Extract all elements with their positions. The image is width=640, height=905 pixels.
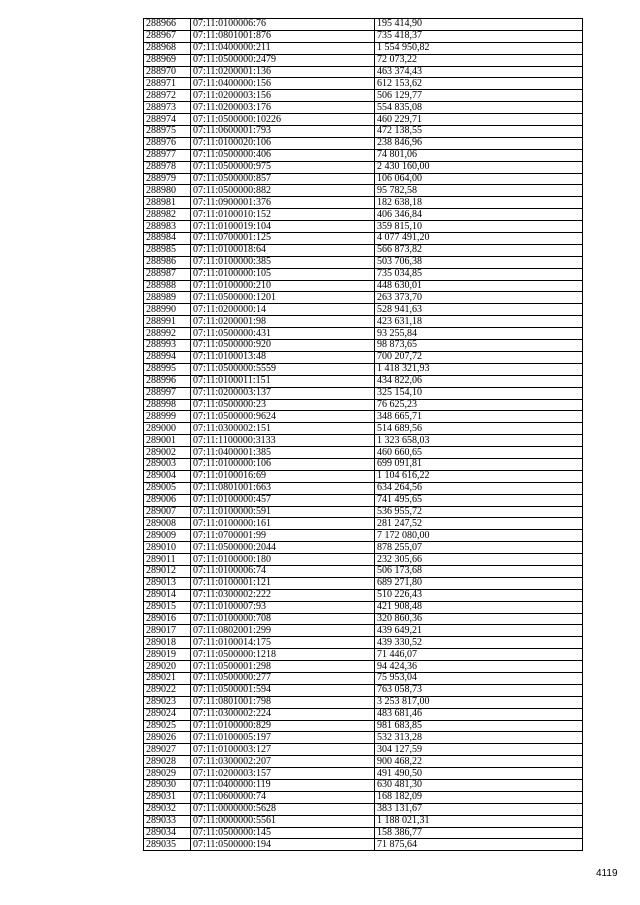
cadastral-value-cell: 1 418 321,93 [375,363,583,375]
cadastral-number-cell: 07:11:0700001:125 [191,233,375,245]
row-number-cell: 288992 [144,328,191,340]
table-row [144,637,583,649]
row-number-cell: 288970 [144,66,191,78]
row-number-cell: 289008 [144,518,191,530]
row-number-cell: 288966 [144,19,191,31]
table-row [144,744,583,756]
cadastral-number-cell: 07:11:0100000:161 [191,518,375,530]
table-row [144,625,583,637]
cadastral-value-cell: 72 073,22 [375,54,583,66]
table-row [144,518,583,530]
table-row [144,114,583,126]
row-number-cell: 288979 [144,173,191,185]
cadastral-number-cell: 07:11:0500000:145 [191,827,375,839]
table-row [144,375,583,387]
cadastral-number-cell: 07:11:0200003:176 [191,102,375,114]
row-number-cell: 288996 [144,375,191,387]
cadastral-value-cell: 7 172 080,00 [375,530,583,542]
cadastral-value-cell: 741 495,65 [375,494,583,506]
table-row [144,209,583,221]
cadastral-value-cell: 763 058,73 [375,684,583,696]
cadastral-number-cell: 07:11:0100019:104 [191,221,375,233]
row-number-cell: 288976 [144,137,191,149]
row-number-cell: 289022 [144,684,191,696]
row-number-cell: 289019 [144,649,191,661]
row-number-cell: 288983 [144,221,191,233]
cadastral-value-cell: 195 414,90 [375,19,583,31]
cadastral-number-cell: 07:11:1100000:3133 [191,435,375,447]
cadastral-number-cell: 07:11:0100016:69 [191,470,375,482]
table-row [144,601,583,613]
cadastral-value-cell: 630 481,30 [375,780,583,792]
table-row [144,137,583,149]
cadastral-value-cell: 900 468,22 [375,756,583,768]
row-number-cell: 289027 [144,744,191,756]
table-row [144,399,583,411]
cadastral-number-cell: 07:11:0100000:106 [191,458,375,470]
cadastral-number-cell: 07:11:0100000:385 [191,256,375,268]
table-row [144,126,583,138]
row-number-cell: 288999 [144,411,191,423]
cadastral-value-cell: 263 373,70 [375,292,583,304]
row-number-cell: 289024 [144,708,191,720]
row-number-cell: 288993 [144,340,191,352]
cadastral-value-cell: 76 625,23 [375,399,583,411]
cadastral-number-cell: 07:11:0500000:920 [191,340,375,352]
cadastral-value-cell: 71 875,64 [375,839,583,851]
cadastral-number-cell: 07:11:0400000:211 [191,42,375,54]
table-row [144,542,583,554]
cadastral-number-cell: 07:11:0500000:431 [191,328,375,340]
row-number-cell: 288968 [144,42,191,54]
table-row [144,304,583,316]
row-number-cell: 288984 [144,233,191,245]
cadastral-number-cell: 07:11:0500000:277 [191,672,375,684]
table-row [144,649,583,661]
table-row [144,554,583,566]
table-row [144,328,583,340]
cadastral-value-cell: 612 153,62 [375,78,583,90]
cadastral-value-cell: 699 091,81 [375,458,583,470]
row-number-cell: 289011 [144,554,191,566]
row-number-cell: 289026 [144,732,191,744]
cadastral-value-cell: 95 782,58 [375,185,583,197]
cadastral-value-cell: 981 683,85 [375,720,583,732]
cadastral-number-cell: 07:11:0801001:663 [191,482,375,494]
cadastral-number-cell: 07:11:0200001:136 [191,66,375,78]
row-number-cell: 288997 [144,387,191,399]
cadastral-number-cell: 07:11:0500001:298 [191,661,375,673]
cadastral-number-cell: 07:11:0100000:829 [191,720,375,732]
row-number-cell: 289003 [144,458,191,470]
cadastral-value-cell: 460 660,65 [375,447,583,459]
table-row [144,577,583,589]
cadastral-value-cell: 383 131,67 [375,803,583,815]
table-row [144,78,583,90]
row-number-cell: 288972 [144,90,191,102]
cadastral-number-cell: 07:11:0200003:157 [191,768,375,780]
table-row [144,791,583,803]
cadastral-number-cell: 07:11:0200001:98 [191,316,375,328]
table-row [144,780,583,792]
cadastral-number-cell: 07:11:0100000:708 [191,613,375,625]
row-number-cell: 289014 [144,589,191,601]
cadastral-number-cell: 07:11:0500000:2044 [191,542,375,554]
row-number-cell: 289032 [144,803,191,815]
cadastral-value-cell: 439 330,52 [375,637,583,649]
cadastral-number-cell: 07:11:0400001:385 [191,447,375,459]
row-number-cell: 288990 [144,304,191,316]
row-number-cell: 289002 [144,447,191,459]
table-row [144,233,583,245]
cadastral-value-cell: 735 418,37 [375,30,583,42]
cadastral-number-cell: 07:11:0000000:5628 [191,803,375,815]
row-number-cell: 288973 [144,102,191,114]
cadastral-value-cell: 94 424,36 [375,661,583,673]
row-number-cell: 288985 [144,244,191,256]
cadastral-value-cell: 460 229,71 [375,114,583,126]
cadastral-value-cell: 232 305,66 [375,554,583,566]
table-row [144,411,583,423]
row-number-cell: 288980 [144,185,191,197]
row-number-cell: 288988 [144,280,191,292]
table-row [144,173,583,185]
cadastral-value-cell: 506 129,77 [375,90,583,102]
cadastral-value-cell: 304 127,59 [375,744,583,756]
cadastral-number-cell: 07:11:0100000:210 [191,280,375,292]
cadastral-value-cell: 75 953,04 [375,672,583,684]
cadastral-number-cell: 07:11:0100000:105 [191,268,375,280]
row-number-cell: 288969 [144,54,191,66]
cadastral-number-cell: 07:11:0400000:119 [191,780,375,792]
table-row [144,19,583,31]
table-row [144,363,583,375]
row-number-cell: 289018 [144,637,191,649]
table-row [144,494,583,506]
cadastral-value-cell: 168 182,09 [375,791,583,803]
row-number-cell: 289028 [144,756,191,768]
row-number-cell: 289006 [144,494,191,506]
row-number-cell: 289021 [144,672,191,684]
table-row [144,613,583,625]
cadastral-value-cell: 406 346,84 [375,209,583,221]
cadastral-value-cell: 483 681,46 [375,708,583,720]
table-row [144,90,583,102]
row-number-cell: 289035 [144,839,191,851]
table-row [144,506,583,518]
cadastral-value-cell: 359 815,10 [375,221,583,233]
cadastral-value-cell: 74 801,06 [375,149,583,161]
cadastral-value-cell: 503 706,38 [375,256,583,268]
table-row [144,292,583,304]
row-number-cell: 288986 [144,256,191,268]
cadastral-value-cell: 182 638,18 [375,197,583,209]
cadastral-value-cell: 566 873,82 [375,244,583,256]
cadastral-number-cell: 07:11:0802001:299 [191,625,375,637]
table-row [144,387,583,399]
cadastral-number-cell: 07:11:0100000:457 [191,494,375,506]
cadastral-number-cell: 07:11:0100018:64 [191,244,375,256]
cadastral-number-cell: 07:11:0100010:152 [191,209,375,221]
table-row [144,435,583,447]
cadastral-value-cell: 320 860,36 [375,613,583,625]
cadastral-number-cell: 07:11:0100005:197 [191,732,375,744]
row-number-cell: 289005 [144,482,191,494]
row-number-cell: 289030 [144,780,191,792]
cadastral-value-cell: 528 941,63 [375,304,583,316]
cadastral-number-cell: 07:11:0100003:127 [191,744,375,756]
row-number-cell: 289017 [144,625,191,637]
row-number-cell: 289012 [144,565,191,577]
table-row [144,161,583,173]
cadastral-value-cell: 238 846,96 [375,137,583,149]
cadastral-number-cell: 07:11:0100013:48 [191,351,375,363]
row-number-cell: 289004 [144,470,191,482]
table-row [144,589,583,601]
row-number-cell: 288991 [144,316,191,328]
table-row [144,280,583,292]
table-row [144,839,583,851]
cadastral-value-cell: 421 908,48 [375,601,583,613]
cadastral-value-cell: 1 104 616,22 [375,470,583,482]
cadastral-number-cell: 07:11:0100000:180 [191,554,375,566]
page-number: 4119 [596,868,618,879]
row-number-cell: 289023 [144,696,191,708]
row-number-cell: 288981 [144,197,191,209]
cadastral-value-cell: 281 247,52 [375,518,583,530]
cadastral-number-cell: 07:11:0200003:156 [191,90,375,102]
cadastral-value-cell: 634 264,56 [375,482,583,494]
cadastral-value-cell: 1 188 021,31 [375,815,583,827]
row-number-cell: 288994 [144,351,191,363]
row-number-cell: 289015 [144,601,191,613]
table-row [144,244,583,256]
table-row [144,672,583,684]
cadastral-number-cell: 07:11:0300002:207 [191,756,375,768]
cadastral-number-cell: 07:11:0100000:591 [191,506,375,518]
cadastral-value-cell: 536 955,72 [375,506,583,518]
table-row [144,54,583,66]
table-row [144,66,583,78]
cadastral-number-cell: 07:11:0700001:99 [191,530,375,542]
table-row [144,732,583,744]
cadastral-number-cell: 07:11:0500000:9624 [191,411,375,423]
table-row [144,458,583,470]
cadastral-number-cell: 07:11:0500000:2479 [191,54,375,66]
cadastral-number-cell: 07:11:0500000:857 [191,173,375,185]
table-row [144,756,583,768]
cadastral-number-cell: 07:11:0500000:406 [191,149,375,161]
cadastral-number-cell: 07:11:0100020:106 [191,137,375,149]
cadastral-number-cell: 07:11:0500000:1201 [191,292,375,304]
row-number-cell: 289025 [144,720,191,732]
cadastral-value-cell: 554 835,08 [375,102,583,114]
table-row [144,221,583,233]
cadastral-number-cell: 07:11:0500001:594 [191,684,375,696]
cadastral-value-cell: 434 822,06 [375,375,583,387]
cadastral-value-cell: 506 173,68 [375,565,583,577]
table-row [144,102,583,114]
table-row [144,316,583,328]
row-number-cell: 289010 [144,542,191,554]
cadastral-value-table [143,18,583,851]
table-row [144,470,583,482]
cadastral-number-cell: 07:11:0100014:175 [191,637,375,649]
row-number-cell: 288995 [144,363,191,375]
table-row [144,197,583,209]
cadastral-number-cell: 07:11:0500000:194 [191,839,375,851]
table-row [144,447,583,459]
cadastral-number-cell: 07:11:0100006:74 [191,565,375,577]
cadastral-value-cell: 514 689,56 [375,423,583,435]
cadastral-value-cell: 158 386,77 [375,827,583,839]
table-row [144,268,583,280]
table-row [144,530,583,542]
cadastral-number-cell: 07:11:0500000:1218 [191,649,375,661]
table-row [144,42,583,54]
cadastral-number-cell: 07:11:0801001:876 [191,30,375,42]
row-number-cell: 288977 [144,149,191,161]
row-number-cell: 289013 [144,577,191,589]
row-number-cell: 288967 [144,30,191,42]
cadastral-value-cell: 439 649,21 [375,625,583,637]
table-row [144,708,583,720]
row-number-cell: 289033 [144,815,191,827]
cadastral-value-cell: 3 253 817,00 [375,696,583,708]
cadastral-number-cell: 07:11:0300002:224 [191,708,375,720]
cadastral-number-cell: 07:11:0200000:14 [191,304,375,316]
row-number-cell: 288978 [144,161,191,173]
cadastral-value-cell: 448 630,01 [375,280,583,292]
cadastral-number-cell: 07:11:0500000:10226 [191,114,375,126]
table-row [144,803,583,815]
cadastral-number-cell: 07:11:0100007:93 [191,601,375,613]
row-number-cell: 289034 [144,827,191,839]
table-row [144,827,583,839]
cadastral-value-cell: 463 374,43 [375,66,583,78]
table-row [144,565,583,577]
table-row [144,30,583,42]
cadastral-number-cell: 07:11:0400000:156 [191,78,375,90]
cadastral-value-cell: 71 446,07 [375,649,583,661]
table-row [144,351,583,363]
table-row [144,185,583,197]
cadastral-number-cell: 07:11:0600001:793 [191,126,375,138]
row-number-cell: 288987 [144,268,191,280]
row-number-cell: 288974 [144,114,191,126]
row-number-cell: 289000 [144,423,191,435]
cadastral-number-cell: 07:11:0100001:121 [191,577,375,589]
cadastral-value-cell: 1 323 658,03 [375,435,583,447]
cadastral-value-cell: 700 207,72 [375,351,583,363]
cadastral-value-cell: 735 034,85 [375,268,583,280]
table-row [144,340,583,352]
table-row [144,149,583,161]
row-number-cell: 288989 [144,292,191,304]
cadastral-value-cell: 325 154,10 [375,387,583,399]
cadastral-value-cell: 472 138,55 [375,126,583,138]
cadastral-value-cell: 2 430 160,00 [375,161,583,173]
cadastral-number-cell: 07:11:0300002:151 [191,423,375,435]
table-body [144,19,583,851]
cadastral-number-cell: 07:11:0801001:798 [191,696,375,708]
row-number-cell: 289007 [144,506,191,518]
table-row [144,720,583,732]
row-number-cell: 289016 [144,613,191,625]
cadastral-value-cell: 532 313,28 [375,732,583,744]
row-number-cell: 288975 [144,126,191,138]
cadastral-number-cell: 07:11:0500000:975 [191,161,375,173]
cadastral-value-cell: 106 064,00 [375,173,583,185]
table-row [144,423,583,435]
table-row [144,768,583,780]
cadastral-number-cell: 07:11:0600000:74 [191,791,375,803]
cadastral-value-cell: 1 554 950,82 [375,42,583,54]
cadastral-number-cell: 07:11:0500000:882 [191,185,375,197]
row-number-cell: 289020 [144,661,191,673]
row-number-cell: 288998 [144,399,191,411]
table-row [144,815,583,827]
cadastral-number-cell: 07:11:0000000:5561 [191,815,375,827]
cadastral-value-cell: 491 490,50 [375,768,583,780]
row-number-cell: 289009 [144,530,191,542]
cadastral-value-cell: 878 255,07 [375,542,583,554]
table-row [144,696,583,708]
cadastral-number-cell: 07:11:0500000:5559 [191,363,375,375]
cadastral-value-cell: 689 271,80 [375,577,583,589]
cadastral-value-cell: 93 255,84 [375,328,583,340]
cadastral-number-cell: 07:11:0100006:76 [191,19,375,31]
row-number-cell: 288982 [144,209,191,221]
cadastral-value-cell: 348 665,71 [375,411,583,423]
cadastral-number-cell: 07:11:0300002:222 [191,589,375,601]
cadastral-number-cell: 07:11:0500000:23 [191,399,375,411]
cadastral-value-cell: 423 631,18 [375,316,583,328]
cadastral-value-cell: 510 226,43 [375,589,583,601]
row-number-cell: 288971 [144,78,191,90]
table-row [144,684,583,696]
cadastral-number-cell: 07:11:0900001:376 [191,197,375,209]
cadastral-number-cell: 07:11:0200003:137 [191,387,375,399]
row-number-cell: 289029 [144,768,191,780]
cadastral-number-cell: 07:11:0100011:151 [191,375,375,387]
table-row [144,256,583,268]
row-number-cell: 289001 [144,435,191,447]
row-number-cell: 289031 [144,791,191,803]
table-row [144,482,583,494]
table-row [144,661,583,673]
cadastral-value-cell: 98 873,65 [375,340,583,352]
cadastral-value-cell: 4 077 491,20 [375,233,583,245]
